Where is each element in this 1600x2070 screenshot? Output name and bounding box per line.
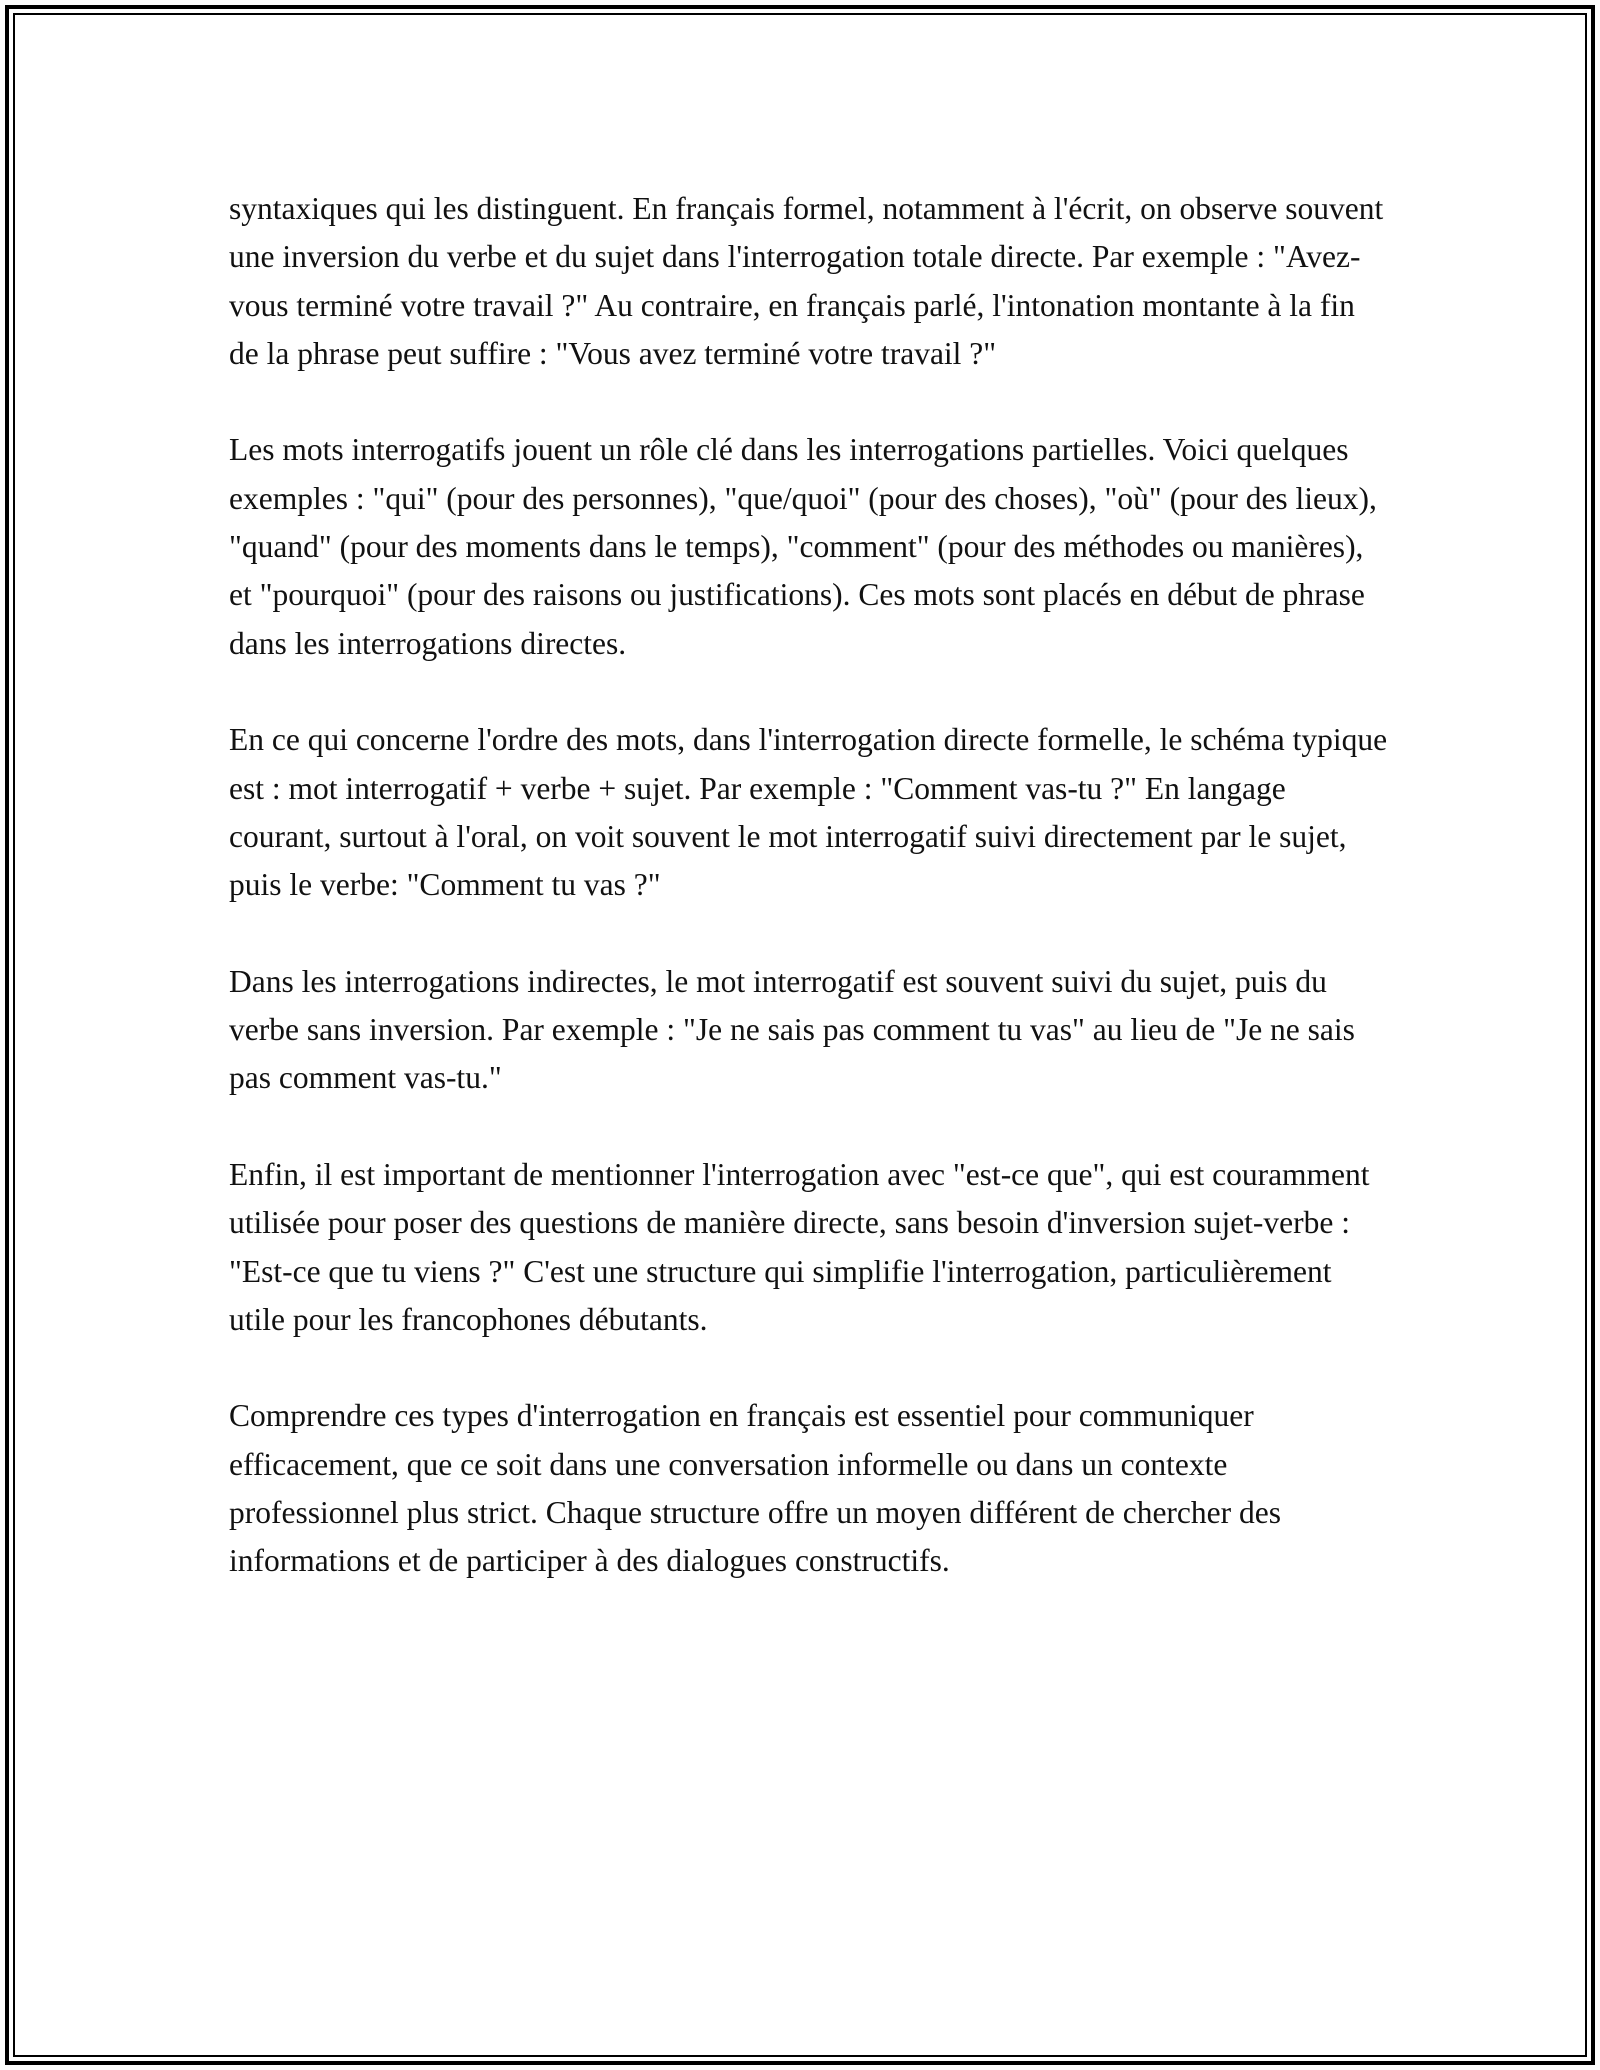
paragraph: En ce qui concerne l'ordre des mots, dans l'interrogation directe formelle, le schéma typique est : mot interrogatif + verbe + sujet. Par exemple : "Comment vas-tu ?" En langage courant, surtout à l'oral, on voit souvent le mot interrogatif suivi directement par le sujet, puis le verbe: "Comment tu vas ?"	[229, 722, 1388, 903]
paragraph: Comprendre ces types d'interrogation en français est essentiel pour communiquer efficacement, que ce soit dans une conversation informelle ou dans un contexte professionnel plus strict. Chaque structure offre un moyen différent de chercher des informations et de participer à des dialogues constructifs.	[229, 1398, 1281, 1579]
paragraph: Les mots interrogatifs jouent un rôle clé dans les interrogations partielles. Voici quelques exemples : "qui" (pour des personnes), "que/quoi" (pour des choses), "où" (pour des lieux), "quand" (pour des moments dans le temps), "comment" (pour des méthodes ou manières), et "pourquoi" (pour des raisons ou justifications). Ces mots sont placés en début de phrase dans les interrogations directes.	[229, 432, 1377, 661]
paragraph: Dans les interrogations indirectes, le mot interrogatif est souvent suivi du sujet, puis du verbe sans inversion. Par exemple : "Je ne sais pas comment tu vas" au lieu de "Je ne sais pas comment vas-tu."	[229, 963, 1355, 1096]
paragraph: Enfin, il est important de mentionner l'interrogation avec "est-ce que", qui est couramment utilisée pour poser des questions de manière directe, sans besoin d'inversion sujet-verbe : "Est-ce que tu viens ?" C'est une structure qui simplifie l'interrogation, particulièrement utile pour les francophones débutants.	[229, 1156, 1370, 1337]
document-body	[229, 185, 1389, 1634]
paragraph: syntaxiques qui les distinguent. En français formel, notamment à l'écrit, on observe souvent une inversion du verbe et du sujet dans l'interrogation totale directe. Par exemple : "Avez-vous terminé votre travail ?" Au contraire, en français parlé, l'intonation montante à la fin de la phrase peut suffire : "Vous avez terminé votre travail ?"	[229, 191, 1384, 371]
